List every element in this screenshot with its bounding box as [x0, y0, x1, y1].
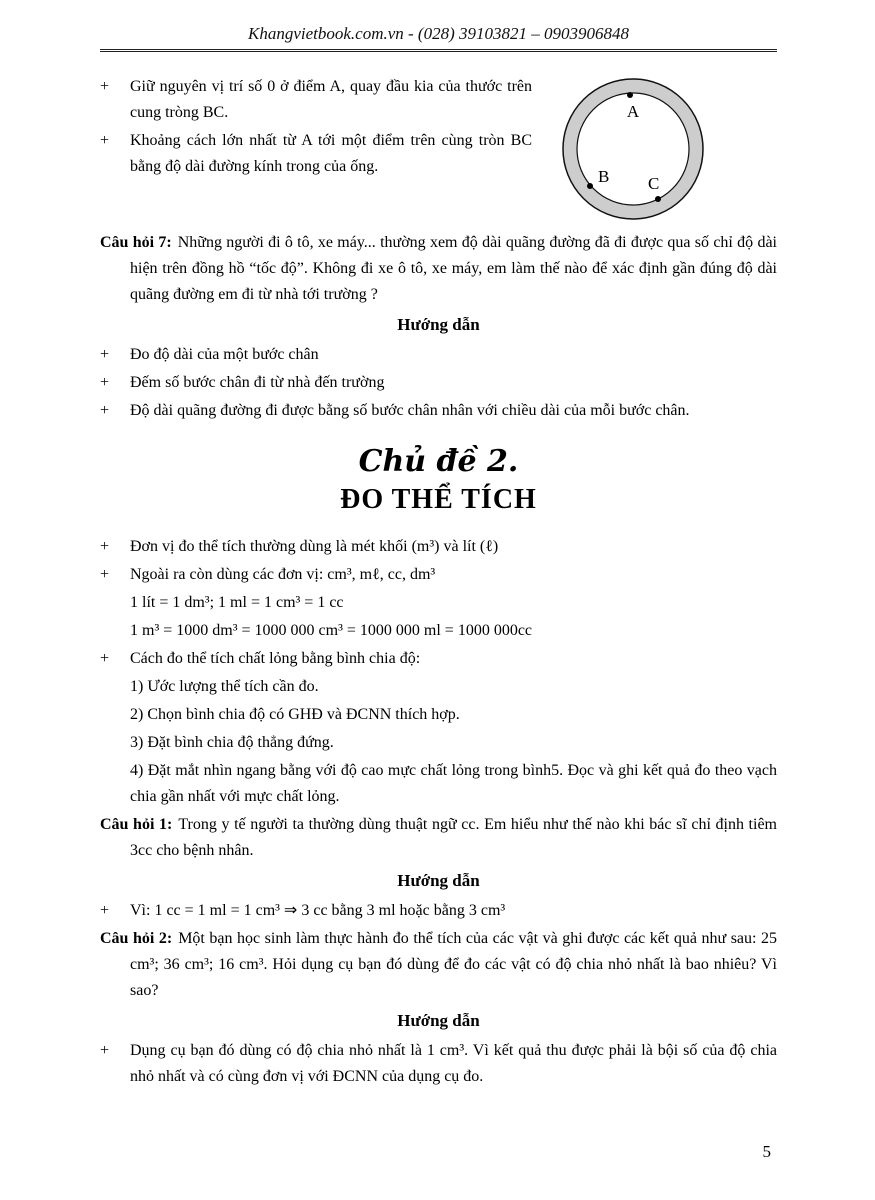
bullet-text: Đơn vị đo thể tích thường dùng là mét khối (m³) và lít (ℓ): [130, 538, 499, 555]
conversion-line-1: 1 lít = 1 dm³; 1 ml = 1 cm³ = 1 cc: [130, 594, 344, 611]
question-text: Một bạn học sinh làm thực hành đo thể tích của các vật và ghi được các kết quả như sau: 25 cm³; 36 cm³; 16 cm³. Hỏi dụng cụ bạn đó dùng để đo các vật có độ chia nhỏ nhất là bao nhiêu? Vì sao?: [130, 930, 778, 999]
guide-text: Độ dài quãng đường đi được bằng số bước chân nhân với chiều dài của mỗi bước chân.: [130, 402, 690, 419]
ring-diagram: [542, 74, 777, 226]
vol-bullet-3: [100, 646, 777, 672]
question-1: [100, 812, 777, 864]
point-b-label: B: [598, 167, 610, 186]
vol-bullet-2: [100, 562, 777, 588]
bullet-text: Ngoài ra còn dùng các đơn vị: cm³, mℓ, cc, dm³: [130, 566, 436, 583]
plus-marker: +: [100, 902, 110, 919]
point-a-dot: [627, 92, 633, 98]
question-text: Trong y tế người ta thường dùng thuật ngữ cc. Em hiểu như thế nào khi bác sĩ chỉ định tiêm 3cc cho bệnh nhân.: [130, 816, 777, 859]
bullet-text: Cách đo thể tích chất lỏng bằng bình chia độ:: [130, 650, 421, 667]
guide-text: Đo độ dài của một bước chân: [130, 346, 319, 363]
guide-heading-q1: Hướng dẫn: [397, 871, 480, 890]
guide-text: Đếm số bước chân đi từ nhà đến trường: [130, 374, 385, 391]
vol-bullet-1: [100, 534, 777, 560]
page-header: Khangvietbook.com.vn - (028) 39103821 – 0903906848: [100, 24, 777, 52]
guide-heading-q7: Hướng dẫn: [397, 315, 480, 334]
topic-title: ĐO THỂ TÍCH: [340, 484, 537, 515]
question-label: Câu hỏi 2:: [100, 930, 173, 947]
point-c-label: C: [648, 174, 660, 193]
answer-2: [100, 1038, 777, 1090]
bullet-text: Giữ nguyên vị trí số 0 ở điểm A, quay đầu kia của thước trên cung tròng BC.: [130, 78, 532, 121]
ring-diagram-svg: [558, 74, 708, 224]
step-1: 1) Ước lượng thể tích cần đo.: [130, 678, 319, 695]
question-2: [100, 926, 777, 1004]
plus-marker: +: [100, 346, 110, 363]
page-number: 5: [762, 1142, 771, 1161]
plus-marker: +: [100, 402, 110, 419]
plus-marker: +: [100, 1042, 110, 1059]
page-body: [100, 74, 777, 1090]
answer-text: Dụng cụ bạn đó dùng có độ chia nhỏ nhất là 1 cm³. Vì kết quả thu được phải là bội số của độ chia nhỏ nhất và có cùng đơn vị với ĐCNN của dụng cụ đo.: [130, 1042, 777, 1085]
conversion-line-2: 1 m³ = 1000 dm³ = 1000 000 cm³ = 1000 000 ml = 1000 000cc: [130, 622, 533, 639]
plus-marker: +: [100, 566, 110, 583]
guide-heading-q2: Hướng dẫn: [397, 1011, 480, 1030]
question-label: Câu hỏi 7:: [100, 234, 172, 251]
guide-item-2: [100, 370, 777, 396]
step-3: 3) Đặt bình chia độ thẳng đứng.: [130, 734, 334, 751]
point-b-dot: [587, 183, 593, 189]
step-2: 2) Chọn bình chia độ có GHĐ và ĐCNN thích hợp.: [130, 706, 460, 723]
plus-marker: +: [100, 650, 110, 667]
plus-marker: +: [100, 132, 110, 149]
question-label: Câu hỏi 1:: [100, 816, 173, 833]
question-7: [100, 230, 777, 308]
topic-script-title: Chủ đề 2.: [358, 444, 519, 479]
plus-marker: +: [100, 374, 110, 391]
point-c-dot: [655, 196, 661, 202]
bullet-text: Khoảng cách lớn nhất từ A tới một điểm trên cùng tròn BC bằng độ dài đường kính trong của ống.: [130, 132, 532, 175]
step-4: 4) Đặt mắt nhìn ngang bằng với độ cao mực chất lỏng trong bình5. Đọc và ghi kết quả đo theo vạch chia gần nhất với mực chất lỏng.: [130, 762, 777, 805]
guide-item-1: [100, 342, 777, 368]
plus-marker: +: [100, 78, 110, 95]
answer-1: [100, 898, 777, 924]
question-text: Những người đi ô tô, xe máy... thường xem độ dài quãng đường đã đi được qua số chỉ độ dài hiện trên đồng hồ “tốc độ”. Không đi xe ô tô, xe máy, em làm thế nào để xác định gần đúng độ dài quãng đường em đi từ nhà tới trường ?: [130, 234, 777, 303]
answer-text: Vì: 1 cc = 1 ml = 1 cm³ ⇒ 3 cc bằng 3 ml hoặc bằng 3 cm³: [130, 902, 506, 919]
point-a-label: A: [626, 102, 640, 121]
plus-marker: +: [100, 538, 110, 555]
guide-item-3: [100, 398, 777, 424]
